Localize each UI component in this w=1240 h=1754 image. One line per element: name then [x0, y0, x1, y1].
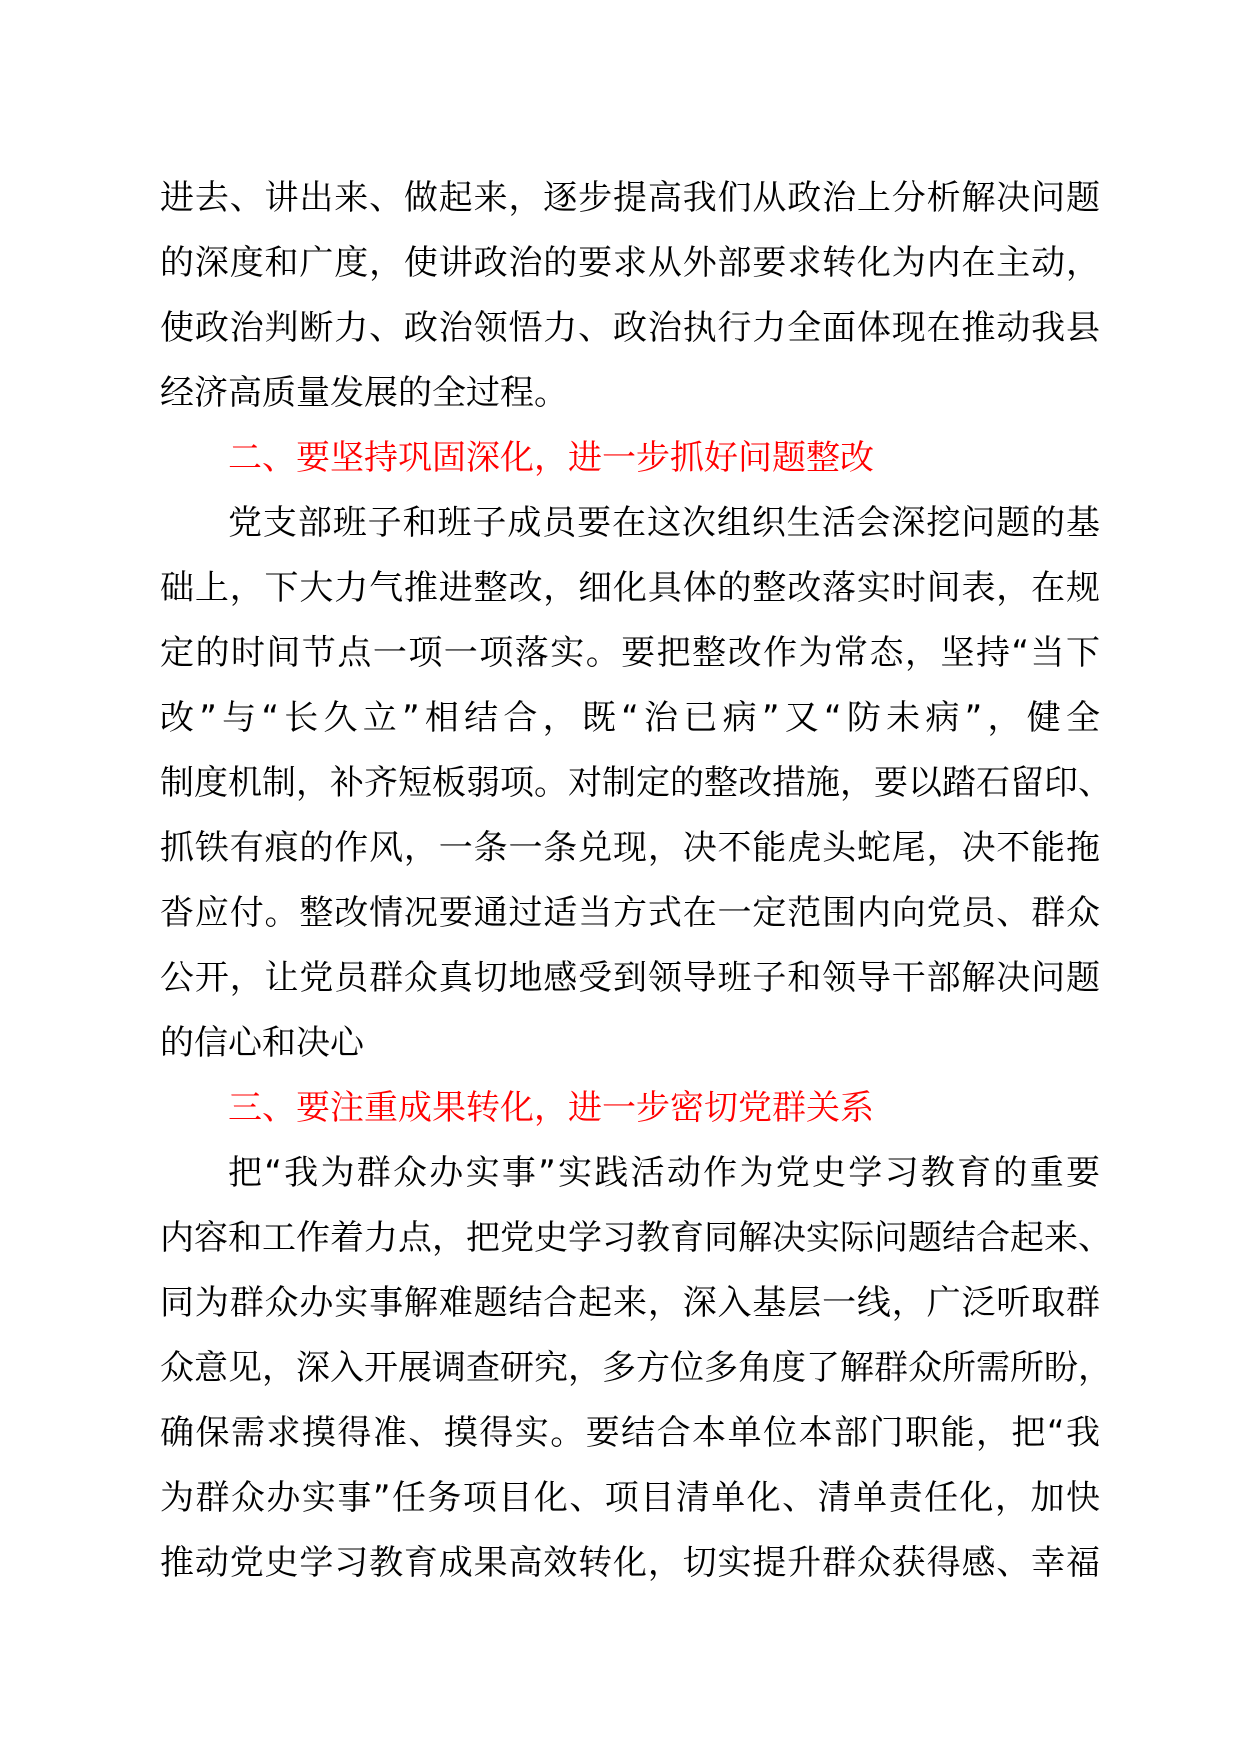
- text-line: 进去、讲出来、做起来，逐步提高我们从政治上分析解决问题: [160, 178, 1100, 218]
- text-line: 制度机制，补齐短板弱项。对制定的整改措施，要以踏石留印、: [160, 763, 1112, 803]
- text-line: 确保需求摸得准、摸得实。要结合本单位本部门职能，把“我: [160, 1413, 1100, 1453]
- text-line: 众意见，深入开展调查研究，多方位多角度了解群众所需所盼，: [160, 1348, 1112, 1388]
- paragraph-1: [160, 166, 1100, 426]
- text-line: 同为群众办实事解难题结合起来，深入基层一线，广泛听取群: [160, 1283, 1100, 1323]
- text-line: 公开，让党员群众真切地感受到领导班子和领导干部解决问题: [160, 958, 1100, 998]
- text-line: 的信心和决心: [160, 1023, 364, 1063]
- text-line: 定的时间节点一项一项落实。要把整改作为常态，坚持“当下: [160, 633, 1100, 673]
- document-body: [160, 166, 1112, 1596]
- section-heading-3: 三、要注重成果转化，进一步密切党群关系: [228, 1088, 874, 1128]
- text-line: 为群众办实事”任务项目化、项目清单化、清单责任化，加快: [160, 1478, 1100, 1518]
- paragraph-2: [160, 491, 1112, 1076]
- text-line: 推动党史学习教育成果高效转化，切实提升群众获得感、幸福: [160, 1543, 1100, 1583]
- text-line: 的深度和广度，使讲政治的要求从外部要求转化为内在主动，: [160, 243, 1100, 283]
- text-line: 改”与“长久立”相结合，既“治已病”又“防未病”，健全: [160, 698, 1100, 738]
- text-line: 党支部班子和班子成员要在这次组织生活会深挖问题的基: [228, 503, 1100, 543]
- paragraph-3: [160, 1141, 1112, 1596]
- text-line: 把“我为群众办实事”实践活动作为党史学习教育的重要: [228, 1153, 1100, 1193]
- text-line: 使政治判断力、政治领悟力、政治执行力全面体现在推动我县: [160, 308, 1100, 348]
- text-line: 经济高质量发展的全过程。: [160, 373, 568, 413]
- text-line: 础上，下大力气推进整改，细化具体的整改落实时间表，在规: [160, 568, 1100, 608]
- text-line: 沓应付。整改情况要通过适当方式在一定范围内向党员、群众: [160, 893, 1100, 933]
- text-line: 内容和工作着力点，把党史学习教育同解决实际问题结合起来、: [160, 1218, 1112, 1258]
- text-line: 抓铁有痕的作风，一条一条兑现，决不能虎头蛇尾，决不能拖: [160, 828, 1100, 868]
- section-heading-2: 二、要坚持巩固深化，进一步抓好问题整改: [228, 438, 874, 478]
